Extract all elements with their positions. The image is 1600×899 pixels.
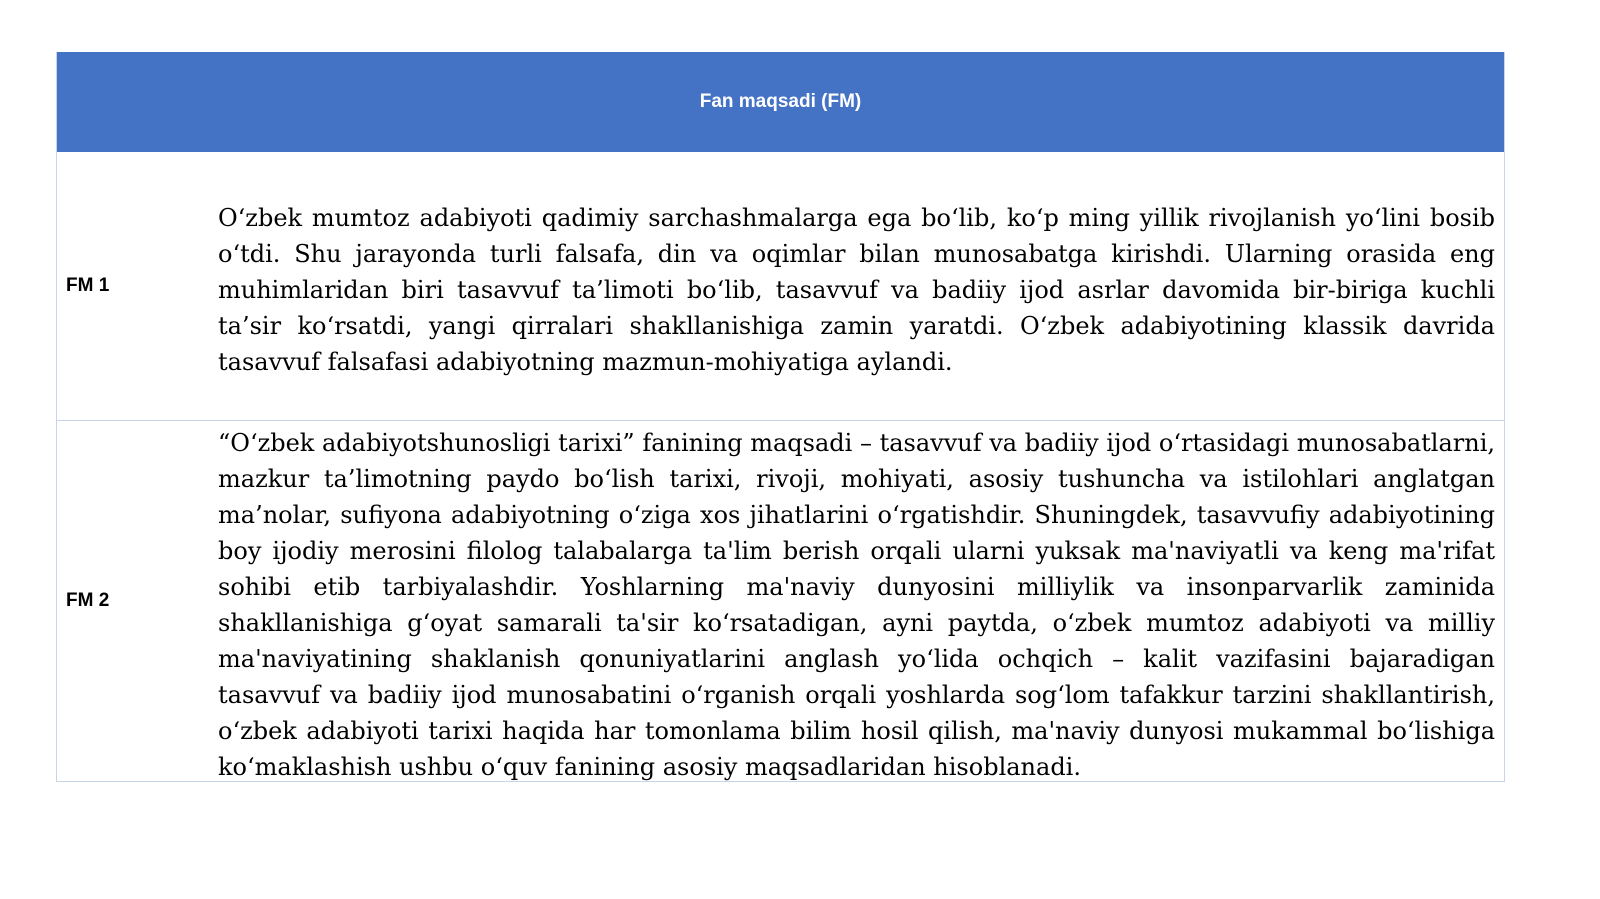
table-row [57,421,1504,781]
row-label: FM 2 [66,590,110,611]
objectives-table [56,52,1505,782]
table-header-title: Fan maqsadi (FM) [699,91,862,112]
row-text: “O‘zbek adabiyotshunosligi tarixi” fanining maqsadi – tasavvuf va badiiy ijod o‘rtasidagi munosabatlarni, mazkur ta’limotning paydo bo‘lish tarixi, rivoji, mohiyati, asosiy tushuncha va istilohlari anglatgan ma’nolar, sufiyona adabiyotning o‘ziga xos jihatlarini o‘rgatishdir. Shuningdek, tasavvufiy adabiyotining boy ijodiy merosini filolog talabalarga ta'lim berish orqali ularni yuksak ma'naviyatli va keng ma'rifat sohibi etib tarbiyalashdir. Yoshlarning ma'naviy dunyosini milliylik va insonparvarlik zaminida shakllanishiga g‘oyat samarali ta'sir ko‘rsatadigan, ayni paytda, o‘zbek mumtoz adabiyoti va milliy ma'naviyatining shaklanish qonuniyatlarini anglash yo‘lida ochqich – kalit vazifasini bajaradigan tasavvuf va badiiy ijod munosabatini o‘rganish orqali yoshlarda sog‘lom tafakkur tarzini shakllantirish, o‘zbek adabiyoti tarixi haqida har tomonlama bilim hosil qilish, ma'naviy dunyosi mukammal bo‘lishiga ko‘maklashish ushbu o‘quv fanining asosiy maqsadlaridan hisoblanadi. [218,429,1495,781]
table-header [57,52,1504,152]
row-label: FM 1 [66,275,110,296]
table-row [57,152,1504,421]
row-text: O‘zbek mumtoz adabiyoti qadimiy sarchashmalarga ega bo‘lib, ko‘p ming yillik rivojlanish yo‘lini bosib o‘tdi. Shu jarayonda turli falsafa, din va oqimlar bilan munosabatga kirishdi. Ularning orasida eng muhimlaridan biri tasavvuf ta’limoti bo‘lib, tasavvuf va badiiy ijod asrlar davomida bir-biriga kuchli ta’sir ko‘rsatdi, yangi qirralari shakllanishiga zamin yaratdi. O‘zbek adabiyotining klassik davrida tasavvuf falsafasi adabiyotning mazmun-mohiyatiga aylandi. [218,204,1495,376]
